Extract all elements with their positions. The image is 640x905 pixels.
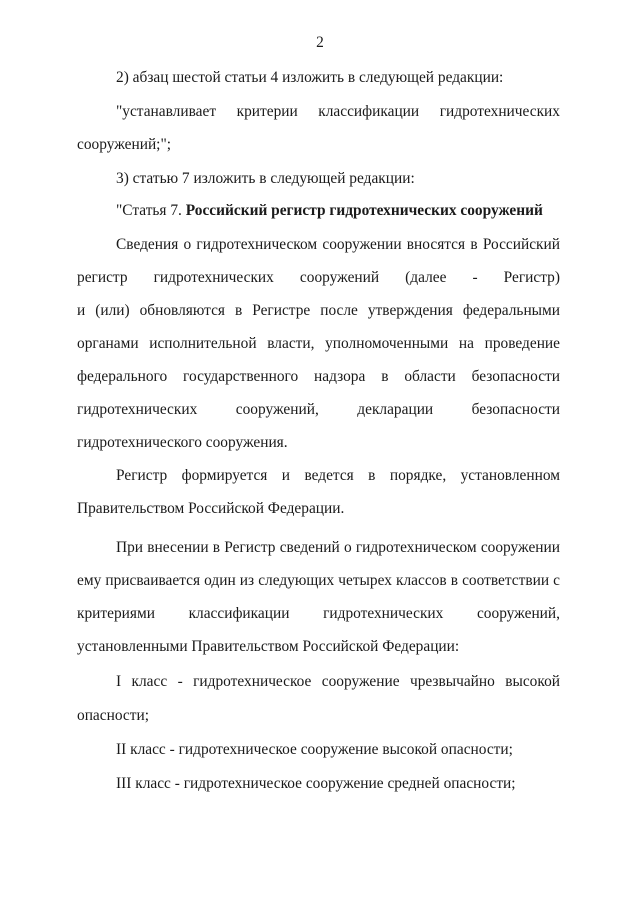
paragraph-line: федерального государственного надзора в области безопасности [77, 368, 560, 385]
article-heading [116, 201, 560, 221]
paragraph-line: органами исполнительной власти, уполномоченными на проведение [77, 335, 560, 352]
paragraph-line: При внесении в Регистр сведений о гидротехническом сооружении [116, 539, 560, 556]
paragraph-line: "устанавливает критерии классификации гидротехнических [116, 103, 560, 120]
paragraph-line: установленными Правительством Российской Федерации: [77, 638, 460, 655]
paragraph-line: Регистр формируется и ведется в порядке, установленном [116, 467, 560, 484]
paragraph-line: критериями классификации гидротехнических сооружений, [77, 605, 560, 622]
paragraph-line: Сведения о гидротехническом сооружении вносятся в Российский [116, 236, 560, 253]
paragraph-line: II класс - гидротехническое сооружение высокой опасности; [116, 741, 513, 758]
paragraph-line: 2) абзац шестой статьи 4 изложить в следующей редакции: [116, 69, 504, 86]
page-number: 2 [316, 34, 324, 51]
paragraph-line: гидротехнических сооружений, декларации безопасности [77, 401, 560, 418]
paragraph-line: ему присваивается один из следующих четырех классов в соответствии с [77, 572, 560, 589]
paragraph-line: I класс - гидротехническое сооружение чрезвычайно высокой [116, 673, 560, 690]
paragraph-line: опасности; [77, 707, 149, 724]
article-title: Российский регистр гидротехнических сооружений [185, 202, 543, 219]
paragraph-line: гидротехнического сооружения. [77, 434, 288, 451]
paragraph-line: III класс - гидротехническое сооружение средней опасности; [116, 775, 516, 792]
paragraph-line: и (или) обновляются в Регистре после утверждения федеральными [77, 302, 560, 319]
paragraph-line: 3) статью 7 изложить в следующей редакции: [116, 170, 415, 187]
paragraph-line: регистр гидротехнических сооружений (далее - Регистр) [77, 269, 560, 286]
article-number: "Статья 7. [116, 202, 186, 219]
paragraph-line: Правительством Российской Федерации. [77, 500, 345, 517]
paragraph-line: сооружений;"; [77, 136, 172, 153]
